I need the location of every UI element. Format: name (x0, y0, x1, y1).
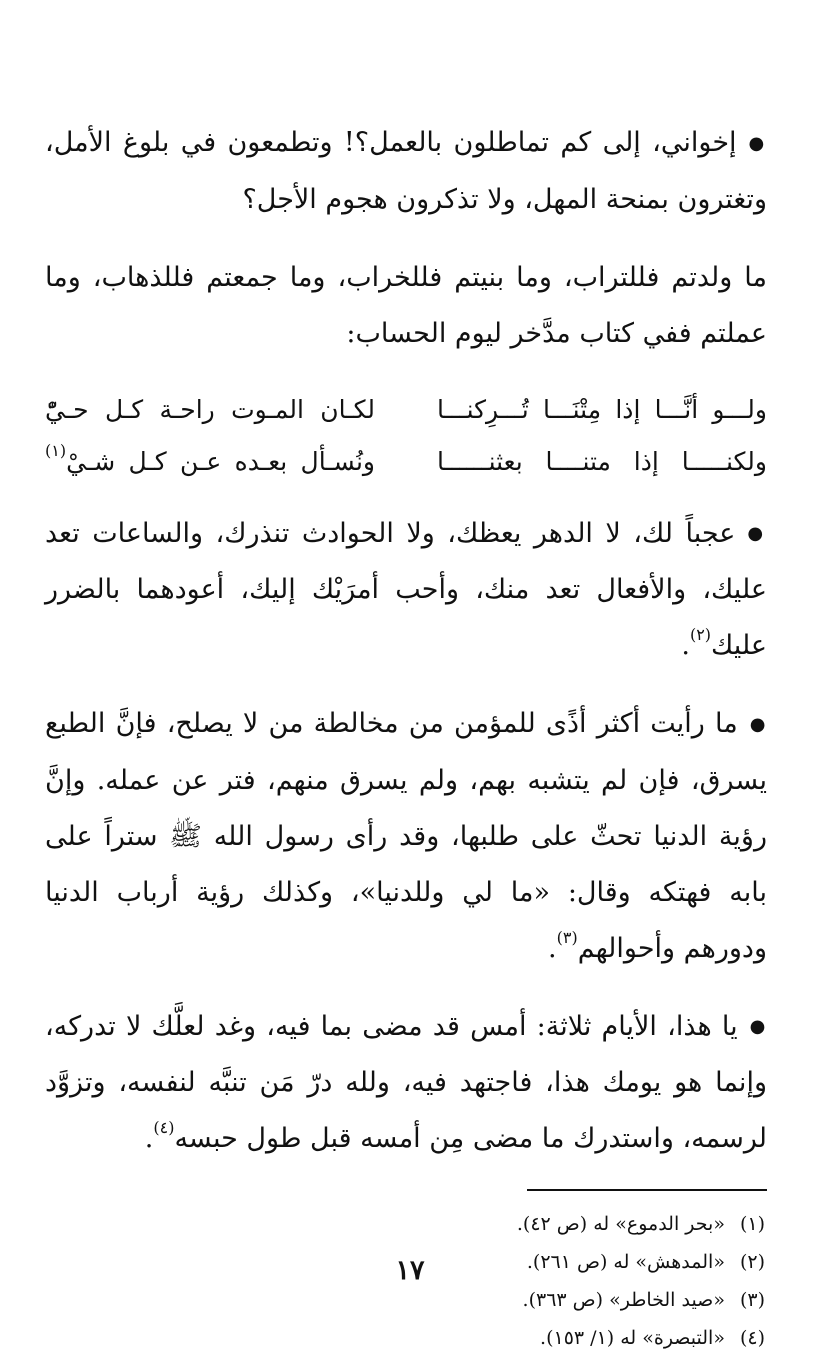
poem-verse-2 (45, 436, 767, 488)
footnote-text: «المدهش» له (ص ٢٦١). (526, 1251, 725, 1273)
footnote-number: (١) (739, 1213, 765, 1235)
footnote-number: (٤) (739, 1327, 765, 1349)
paragraph-1 (45, 115, 767, 228)
footnote-text: «صيد الخاطر» (ص ٣٦٣). (522, 1289, 725, 1311)
footnote-item (45, 1319, 767, 1357)
bullet-marker: ● (748, 132, 767, 154)
paragraph-tail: . (681, 630, 690, 661)
page-body (45, 115, 767, 1357)
poem-second-hemistich (45, 436, 375, 488)
footnote-reference: (٤) (153, 1118, 175, 1137)
paragraph-5 (45, 999, 767, 1168)
paragraph-text: يا هذا، الأيام ثلاثة: أمس قد مضى بما فيه، وغد لعلَّك لا تدركه، وإنما هو يومك هذا، فاجتهد فيه، ولله درّ مَن تنبَّه لنفسه، وتزوَّد لرسمه، واستدرك ما مضى مِن أمسه قبل طول حبسه (45, 1010, 767, 1154)
paragraph-text: ما ولدتم فللتراب، وما بنيتم فللخراب، وما جمعتم فللذهاب، وما عملتم ففي كتاب مدَّخر ليوم الحساب: (45, 261, 767, 349)
paragraph-tail: . (144, 1123, 154, 1154)
paragraph-tail: . (548, 932, 557, 964)
bullet-marker: ● (747, 523, 767, 544)
footnote-item (45, 1205, 767, 1243)
bullet-marker: ● (749, 1016, 767, 1037)
footnote-divider (527, 1189, 767, 1191)
footnote-reference: (٢) (689, 625, 712, 644)
footnote-text: «بحر الدموع» له (ص ٤٢). (516, 1213, 725, 1235)
poem-hemistich-text: ونُسـأل بعـده عـن كـل شـيْ (66, 446, 375, 476)
footnote-number: (٢) (739, 1251, 765, 1273)
footnote-reference: (١) (45, 440, 67, 460)
page-number: ١٧ (395, 1255, 425, 1286)
paragraph-text: ما رأيت أكثر أذًى للمؤمن من مخالطة من لا يصلح، فإنَّ الطبع يسرق، فإن لم يتشبه بهم، ولم يسرق منهم، فتر عن عمله. وإنَّ رؤية الدنيا تحثّ على طلبها، وقد رأى رسول الله ﷺ ستراً على بابه فهتكه وقال: «ما لي وللدنيا»، وكذلك رؤية أرباب الدنيا ودورهم وأحوالهم (45, 708, 767, 964)
paragraph-text: إخواني، إلى كم تماطلون بالعمل؟! وتطمعون في بلوغ الأمل، وتغترون بمنحة المهل، ولا تذكرون هجوم الأجل؟ (45, 127, 767, 215)
poem-verse-1 (45, 384, 767, 436)
footnote-number: (٣) (739, 1289, 765, 1311)
paragraph-2 (45, 250, 767, 362)
poem-first-hemistich: ولـــو أنَّـــا إذا مِتْنَـــا تُـــرِكنـــا (437, 394, 767, 424)
poem-second-hemistich (45, 384, 375, 436)
poem-first-hemistich: ولكنـــــا إذا متنــــا بعثنــــــا (437, 446, 767, 476)
footnote-text: «التبصرة» له (١/ ١٥٣). (540, 1327, 725, 1349)
poem-block (45, 384, 767, 488)
footnote-item (45, 1281, 767, 1319)
paragraph-4 (45, 696, 767, 977)
poem-hemistich-text: لكـان المـوت راحـة كـل حـيّْ (45, 394, 375, 424)
footnote-reference: (٣) (556, 927, 578, 947)
paragraph-3 (45, 506, 767, 675)
paragraph-text: عجباً لك، لا الدهر يعظك، ولا الحوادث تنذرك، والساعات تعد عليك، والأفعال تعد منك، وأحب أمرَيْك إليك، أعودهما بالضرر عليك (45, 517, 767, 661)
bullet-marker: ● (749, 713, 767, 735)
